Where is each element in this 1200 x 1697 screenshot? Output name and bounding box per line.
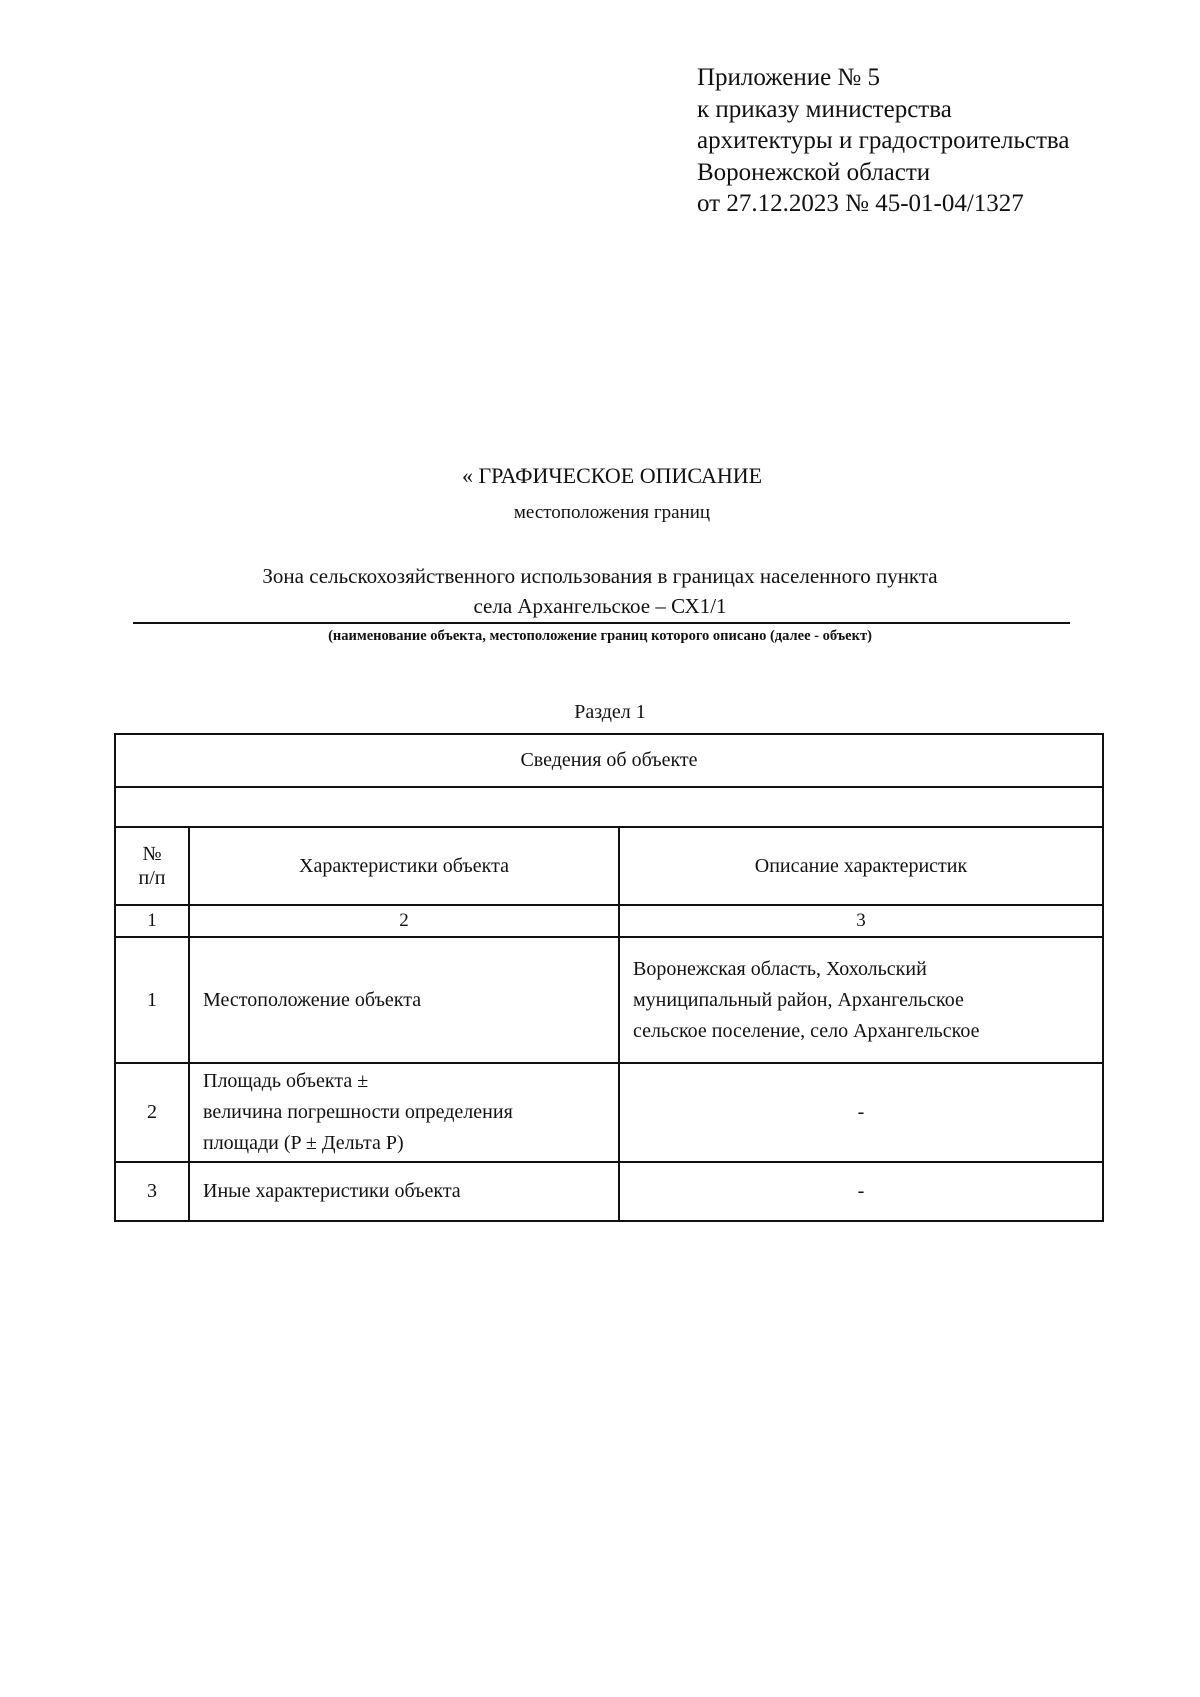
- appendix-line: к приказу министерства: [697, 95, 952, 123]
- row-description: [619, 937, 1103, 1063]
- row-number: 2: [115, 1063, 189, 1162]
- row-description-line: Воронежская область, Хохольский: [633, 957, 927, 980]
- table-empty-cell: [115, 787, 1103, 827]
- table-row: [115, 1063, 1103, 1162]
- document-subtitle: местоположения границ: [513, 502, 711, 523]
- row-number: 3: [115, 1162, 189, 1221]
- column-header-description: Описание характеристик: [619, 827, 1103, 905]
- appendix-line: архитектуры и градостроительства: [697, 127, 1070, 154]
- object-name-line: села Архангельское – СХ1/1: [473, 594, 727, 618]
- object-name-line: Зона сельскохозяйственного использования в границах населенного пункта: [262, 564, 938, 588]
- section-label: Раздел 1: [574, 701, 646, 723]
- table-row: [115, 937, 1103, 1063]
- appendix-line: Воронежской области: [697, 158, 931, 186]
- table-heading-row: [115, 734, 1103, 787]
- row-characteristic: [189, 937, 619, 1063]
- table-heading: Сведения об объекте: [115, 734, 1103, 787]
- row-description-line: муниципальный район, Архангельское: [633, 988, 964, 1011]
- row-characteristic-line: величина погрешности определения: [203, 1101, 513, 1123]
- row-characteristic-line: площади (P ± Дельта P): [203, 1132, 404, 1154]
- row-characteristic: [189, 1162, 619, 1221]
- object-info-table: [114, 733, 1104, 1222]
- row-description-line: -: [857, 1180, 865, 1202]
- appendix-line: Приложение № 5: [697, 64, 881, 91]
- row-characteristic: [189, 1063, 619, 1162]
- column-header-num-line: п/п: [138, 867, 166, 889]
- column-header-num: [115, 827, 189, 905]
- appendix-block: [697, 62, 1069, 220]
- column-index: 3: [619, 905, 1103, 937]
- table-column-header-row: [115, 827, 1103, 905]
- table-column-index-row: [115, 905, 1103, 937]
- row-number: 1: [115, 937, 189, 1063]
- row-characteristic-line: Местоположение объекта: [203, 988, 422, 1011]
- row-description-line: -: [857, 1101, 865, 1123]
- table-empty-row: [115, 787, 1103, 827]
- row-description: [619, 1063, 1103, 1162]
- appendix-line: от 27.12.2023 № 45-01-04/1327: [697, 190, 1024, 217]
- object-name: [0, 561, 1200, 621]
- column-header-num-line: №: [142, 843, 162, 865]
- row-characteristic-line: Площадь объекта ±: [203, 1070, 369, 1092]
- document-title: « ГРАФИЧЕСКОЕ ОПИСАНИЕ: [461, 463, 763, 488]
- object-name-underline: [133, 622, 1070, 624]
- object-caption: (наименование объекта, местоположение границ которого описано (далее - объект): [328, 628, 872, 644]
- table-row: [115, 1162, 1103, 1221]
- column-header-characteristics: Характеристики объекта: [189, 827, 619, 905]
- row-description: [619, 1162, 1103, 1221]
- column-index: 1: [115, 905, 189, 937]
- column-index: 2: [189, 905, 619, 937]
- row-description-line: сельское поселение, село Архангельское: [633, 1019, 980, 1042]
- row-characteristic-line: Иные характеристики объекта: [203, 1180, 461, 1202]
